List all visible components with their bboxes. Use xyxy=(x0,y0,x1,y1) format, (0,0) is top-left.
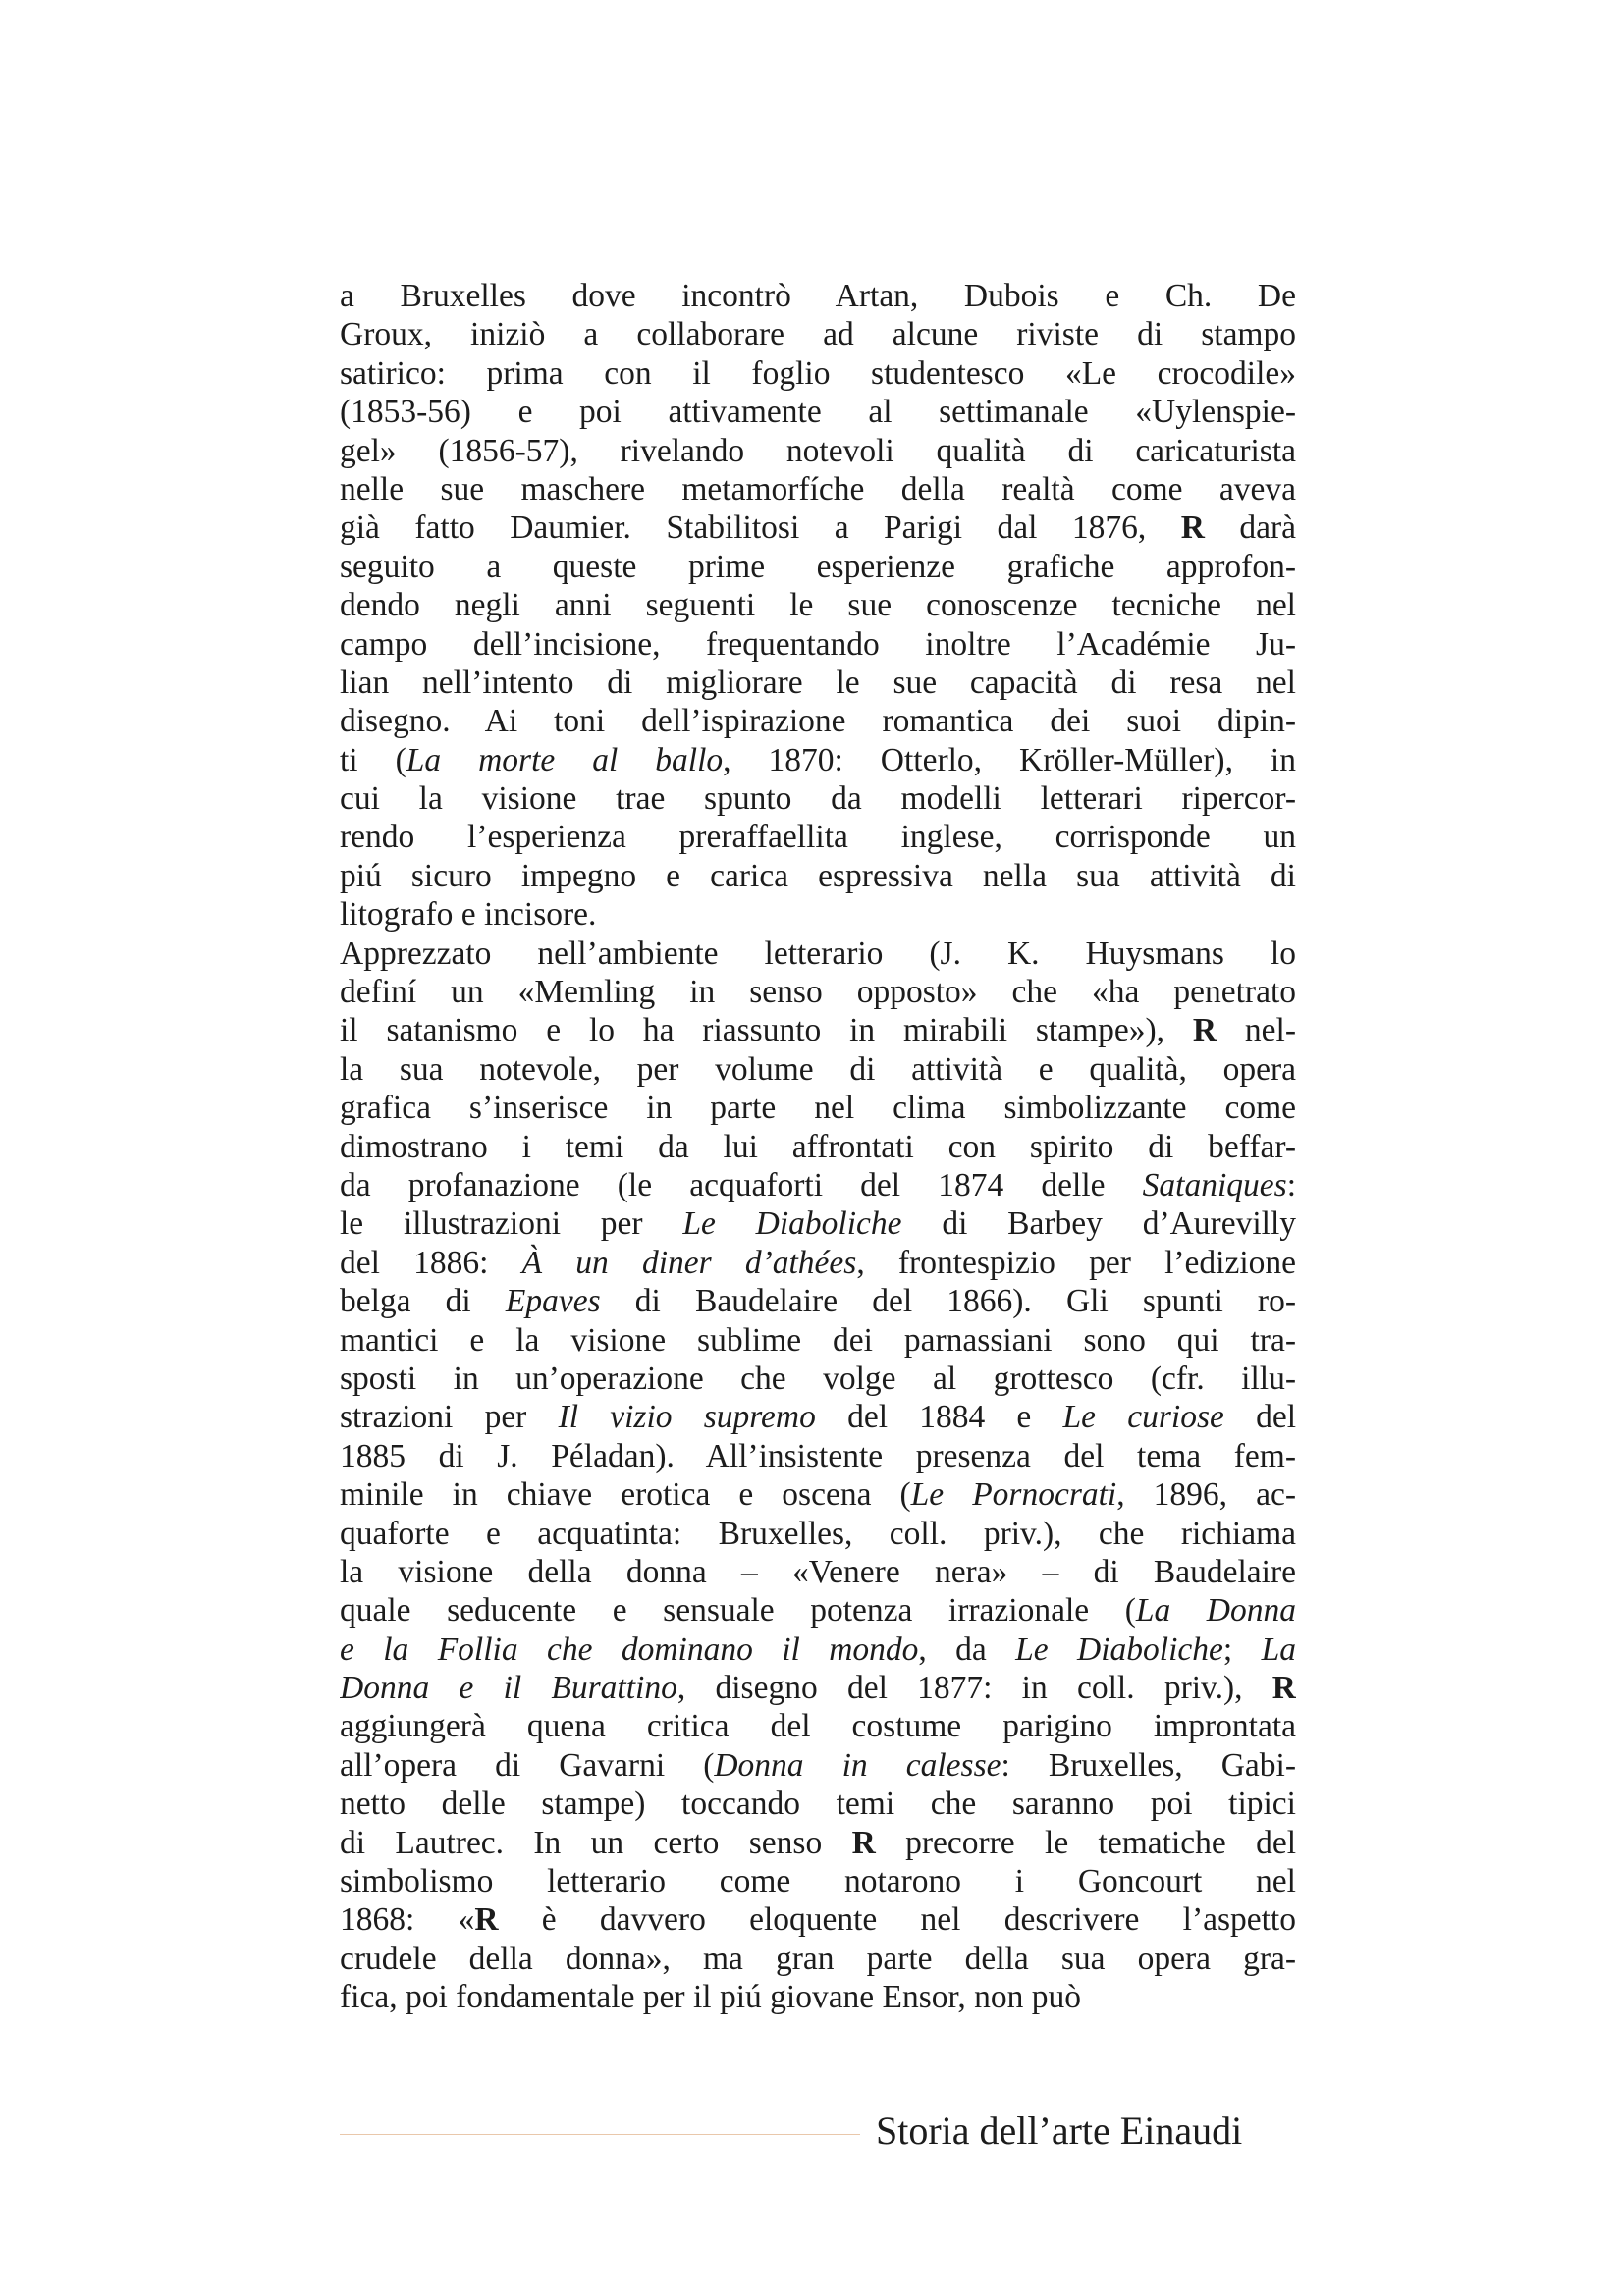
text-line: a Bruxelles dove incontrò Artan, Dubois e Ch. De xyxy=(340,278,1296,314)
text-line: da profanazione (le acquaforti del 1874 delle Sataniques: xyxy=(340,1166,1296,1203)
text-line: aggiungerà quena critica del costume parigino improntata xyxy=(340,1708,1296,1745)
text-line: ti (La morte al ballo, 1870: Otterlo, Kröller-Müller), in xyxy=(340,741,1296,778)
text-line: Groux, iniziò a collaborare ad alcune riviste di stampo xyxy=(340,316,1296,353)
text-line: all’opera di Gavarni (Donna in calesse: Bruxelles, Gabi- xyxy=(340,1746,1296,1784)
text-line: il satanismo e lo ha riassunto in mirabili stampe»), R nel- xyxy=(340,1012,1296,1049)
body-text xyxy=(340,277,1296,2017)
text-line: mantici e la visione sublime dei parnassiani sono qui tra- xyxy=(340,1321,1296,1359)
text-line: definí un «Memling in senso opposto» che «ha penetrato xyxy=(340,974,1296,1011)
text-line: nelle sue maschere metamorfíche della realtà come aveva xyxy=(340,470,1296,507)
text-line: rendo l’esperienza preraffaellita inglese, corrisponde un xyxy=(340,819,1296,856)
text-line: Apprezzato nell’ambiente letterario (J. K. Huysmans lo xyxy=(340,934,1296,972)
text-line: la sua notevole, per volume di attività e qualità, opera xyxy=(340,1050,1296,1088)
text-line: fica, poi fondamentale per il piú giovane Ensor, non può xyxy=(340,1979,1081,2016)
text-line: belga di Epaves di Baudelaire del 1866). Gli spunti ro- xyxy=(340,1283,1296,1320)
text-line: quale seducente e sensuale potenza irrazionale (La Donna xyxy=(340,1592,1296,1629)
text-line: le illustrazioni per Le Diaboliche di Barbey d’Aurevilly xyxy=(340,1205,1296,1243)
text-line: del 1886: À un diner d’athées, frontespizio per l’edizione xyxy=(340,1244,1296,1281)
text-line: simbolismo letterario come notarono i Goncourt nel xyxy=(340,1863,1296,1900)
text-line: (1853-56) e poi attivamente al settimanale «Uylenspie- xyxy=(340,394,1296,431)
text-line: disegno. Ai toni dell’ispirazione romantica dei suoi dipin- xyxy=(340,703,1296,740)
text-line: dimostrano i temi da lui affrontati con spirito di beffar- xyxy=(340,1128,1296,1165)
text-line: lian nell’intento di migliorare le sue capacità di resa nel xyxy=(340,664,1296,701)
text-line: seguito a queste prime esperienze grafiche approfon- xyxy=(340,548,1296,585)
text-line: 1868: «R è davvero eloquente nel descrivere l’aspetto xyxy=(340,1901,1296,1939)
text-line: netto delle stampe) toccando temi che saranno poi tipici xyxy=(340,1786,1296,1823)
text-line: la visione della donna – «Venere nera» – di Baudelaire xyxy=(340,1553,1296,1590)
text-line: crudele della donna», ma gran parte della sua opera gra- xyxy=(340,1940,1296,1977)
text-line: litografo e incisore. xyxy=(340,896,597,934)
text-line: di Lautrec. In un certo senso R precorre le tematiche del xyxy=(340,1824,1296,1861)
text-line: campo dell’incisione, frequentando inoltre l’Académie Ju- xyxy=(340,625,1296,663)
footer-title: Storia dell’arte Einaudi xyxy=(876,2109,1243,2153)
footer-rule xyxy=(340,2134,860,2135)
text-line: già fatto Daumier. Stabilitosi a Parigi dal 1876, R darà xyxy=(340,509,1296,547)
text-line: gel» (1856-57), rivelando notevoli qualità di caricaturista xyxy=(340,432,1296,469)
text-line: sposti in un’operazione che volge al grottesco (cfr. illu- xyxy=(340,1360,1296,1397)
text-line: satirico: prima con il foglio studentesco «Le crocodile» xyxy=(340,354,1296,392)
text-line: grafica s’inserisce in parte nel clima simbolizzante come xyxy=(340,1090,1296,1127)
text-line: minile in chiave erotica e oscena (Le Pornocrati, 1896, ac- xyxy=(340,1476,1296,1514)
text-line: strazioni per Il vizio supremo del 1884 e Le curiose del xyxy=(340,1399,1296,1436)
text-line: quaforte e acquatinta: Bruxelles, coll. priv.), che richiama xyxy=(340,1515,1296,1552)
text-line: cui la visione trae spunto da modelli letterari ripercor- xyxy=(340,780,1296,818)
text-line: Donna e il Burattino, disegno del 1877: in coll. priv.), R xyxy=(340,1670,1296,1707)
text-line: e la Follia che dominano il mondo, da Le Diaboliche; La xyxy=(340,1630,1296,1668)
text-line: piú sicuro impegno e carica espressiva nella sua attività di xyxy=(340,857,1296,894)
text-line: dendo negli anni seguenti le sue conoscenze tecniche nel xyxy=(340,587,1296,624)
text-line: 1885 di J. Péladan). All’insistente presenza del tema fem- xyxy=(340,1437,1296,1474)
